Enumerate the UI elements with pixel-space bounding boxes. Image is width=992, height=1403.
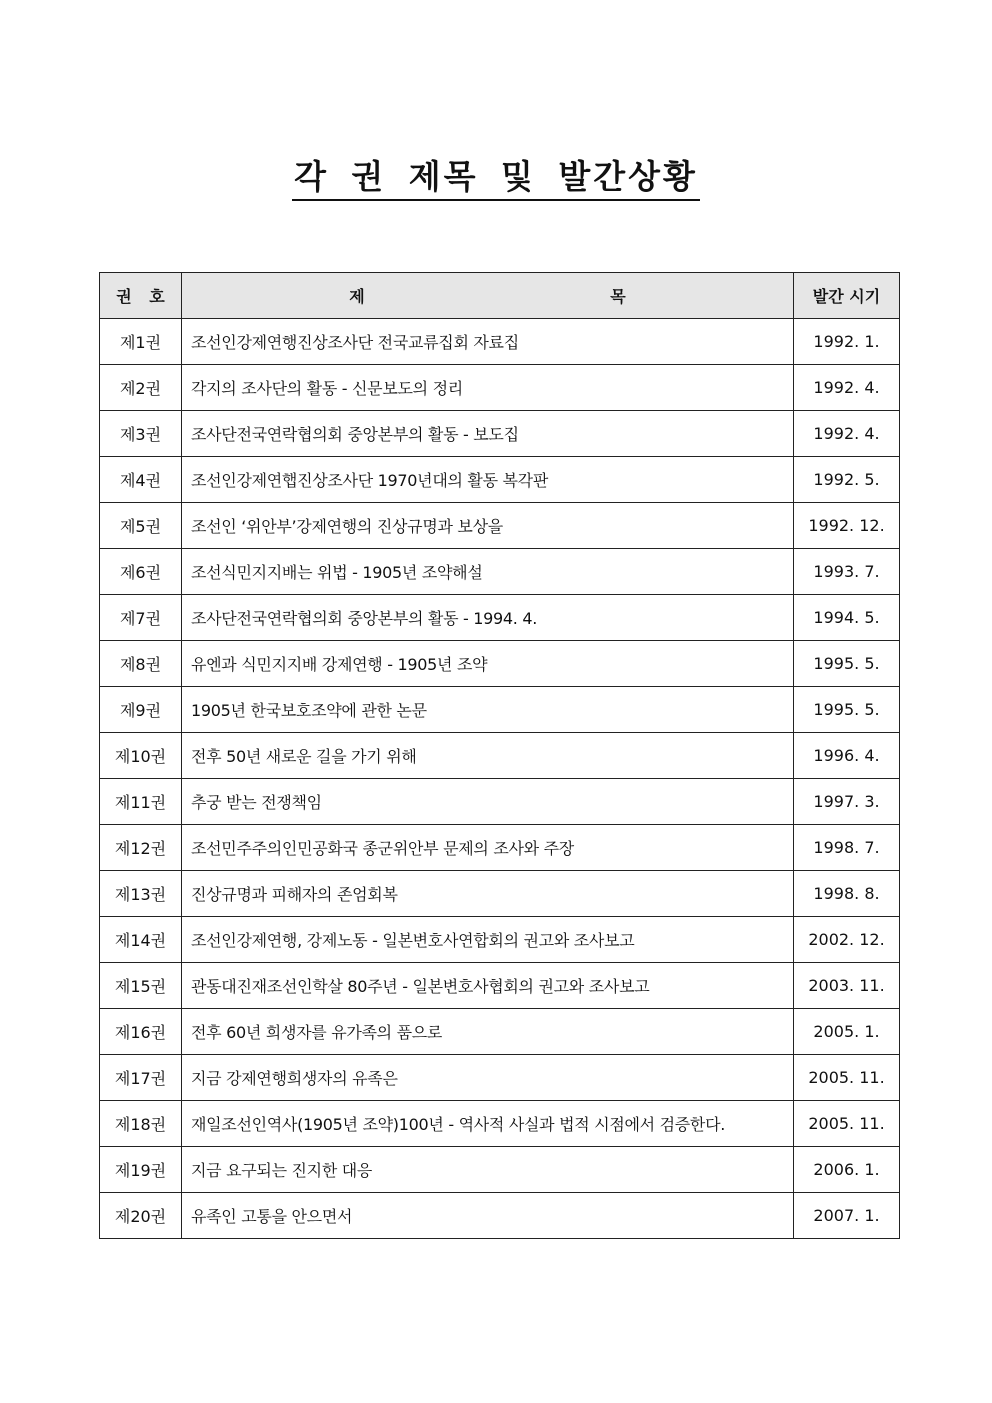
date-cell: 1998. 7. (794, 825, 900, 871)
table-row (100, 1147, 900, 1193)
title-cell: 1905년 한국보호조약에 관한 논문 (182, 687, 794, 733)
date-cell: 2005. 11. (794, 1101, 900, 1147)
date-cell: 1996. 4. (794, 733, 900, 779)
page-title-wrapper (0, 158, 992, 201)
title-cell: 전후 60년 희생자를 유가족의 품으로 (182, 1009, 794, 1055)
title-cell: 유족인 고통을 안으면서 (182, 1193, 794, 1239)
title-cell: 추궁 받는 전쟁책임 (182, 779, 794, 825)
header-volume-label: 권 호 (116, 287, 171, 306)
title-cell: 재일조선인역사(1905년 조약)100년 - 역사적 사실과 법적 시점에서 검증한다. (182, 1101, 794, 1147)
volume-cell: 제20권 (100, 1193, 182, 1239)
title-cell: 지금 요구되는 진지한 대응 (182, 1147, 794, 1193)
volume-cell: 제11권 (100, 779, 182, 825)
date-cell: 1992. 1. (794, 319, 900, 365)
table-row (100, 687, 900, 733)
date-cell: 1992. 4. (794, 365, 900, 411)
table-row (100, 503, 900, 549)
table-row (100, 365, 900, 411)
table-row (100, 319, 900, 365)
title-cell: 전후 50년 새로운 길을 가기 위해 (182, 733, 794, 779)
header-date (794, 273, 900, 319)
volume-cell: 제10권 (100, 733, 182, 779)
title-cell: 조선식민지지배는 위법 - 1905년 조약해설 (182, 549, 794, 595)
date-cell: 1992. 4. (794, 411, 900, 457)
volume-cell: 제3권 (100, 411, 182, 457)
title-cell: 각지의 조사단의 활동 - 신문보도의 정리 (182, 365, 794, 411)
volume-cell: 제7권 (100, 595, 182, 641)
title-cell: 조선민주주의인민공화국 종군위안부 문제의 조사와 주장 (182, 825, 794, 871)
title-cell: 조선인강제연행진상조사단 전국교류집회 자료집 (182, 319, 794, 365)
table-row (100, 1055, 900, 1101)
page-title: 각 권 제목 및 발간상황 (292, 158, 700, 201)
title-cell: 지금 강제연행희생자의 유족은 (182, 1055, 794, 1101)
volume-cell: 제5권 (100, 503, 182, 549)
volume-cell: 제15권 (100, 963, 182, 1009)
title-cell: 진상규명과 피해자의 존엄회복 (182, 871, 794, 917)
table-row (100, 457, 900, 503)
date-cell: 1994. 5. (794, 595, 900, 641)
volume-cell: 제17권 (100, 1055, 182, 1101)
date-cell: 1995. 5. (794, 687, 900, 733)
date-cell: 2006. 1. (794, 1147, 900, 1193)
title-cell: 조선인강제연행, 강제노동 - 일본변호사연합회의 권고와 조사보고 (182, 917, 794, 963)
table-row (100, 779, 900, 825)
volume-cell: 제18권 (100, 1101, 182, 1147)
volume-cell: 제6권 (100, 549, 182, 595)
date-cell: 2005. 1. (794, 1009, 900, 1055)
date-cell: 1992. 12. (794, 503, 900, 549)
date-cell: 2007. 1. (794, 1193, 900, 1239)
header-date-label: 발간 시기 (812, 287, 881, 306)
title-cell: 조사단전국연락협의회 중앙본부의 활동 - 보도집 (182, 411, 794, 457)
header-title-label: 제 목 (349, 287, 746, 306)
date-cell: 2002. 12. (794, 917, 900, 963)
title-cell: 조선인 ‘위안부’강제연행의 진상규명과 보상을 (182, 503, 794, 549)
volumes-table (99, 272, 900, 1239)
title-cell: 관동대진재조선인학살 80주년 - 일본변호사협회의 권고와 조사보고 (182, 963, 794, 1009)
volume-cell: 제1권 (100, 319, 182, 365)
table-row (100, 1009, 900, 1055)
volume-cell: 제13권 (100, 871, 182, 917)
volume-cell: 제4권 (100, 457, 182, 503)
header-title (182, 273, 794, 319)
table-row (100, 825, 900, 871)
table-row (100, 595, 900, 641)
date-cell: 1998. 8. (794, 871, 900, 917)
table-row (100, 641, 900, 687)
table-row (100, 733, 900, 779)
table-row (100, 549, 900, 595)
table-row (100, 1101, 900, 1147)
volume-cell: 제8권 (100, 641, 182, 687)
volume-cell: 제2권 (100, 365, 182, 411)
volume-cell: 제14권 (100, 917, 182, 963)
date-cell: 1993. 7. (794, 549, 900, 595)
date-cell: 2005. 11. (794, 1055, 900, 1101)
table-row (100, 411, 900, 457)
volume-cell: 제16권 (100, 1009, 182, 1055)
table-body (100, 319, 900, 1239)
title-cell: 조사단전국연락협의회 중앙본부의 활동 - 1994. 4. (182, 595, 794, 641)
table-row (100, 1193, 900, 1239)
table-row (100, 963, 900, 1009)
header-volume (100, 273, 182, 319)
volume-cell: 제19권 (100, 1147, 182, 1193)
title-cell: 유엔과 식민지지배 강제연행 - 1905년 조약 (182, 641, 794, 687)
date-cell: 1992. 5. (794, 457, 900, 503)
volume-cell: 제12권 (100, 825, 182, 871)
date-cell: 2003. 11. (794, 963, 900, 1009)
table-row (100, 917, 900, 963)
table-header-row (100, 273, 900, 319)
volume-cell: 제9권 (100, 687, 182, 733)
title-cell: 조선인강제연햅진상조사단 1970년대의 활동 복각판 (182, 457, 794, 503)
table-row (100, 871, 900, 917)
date-cell: 1995. 5. (794, 641, 900, 687)
date-cell: 1997. 3. (794, 779, 900, 825)
